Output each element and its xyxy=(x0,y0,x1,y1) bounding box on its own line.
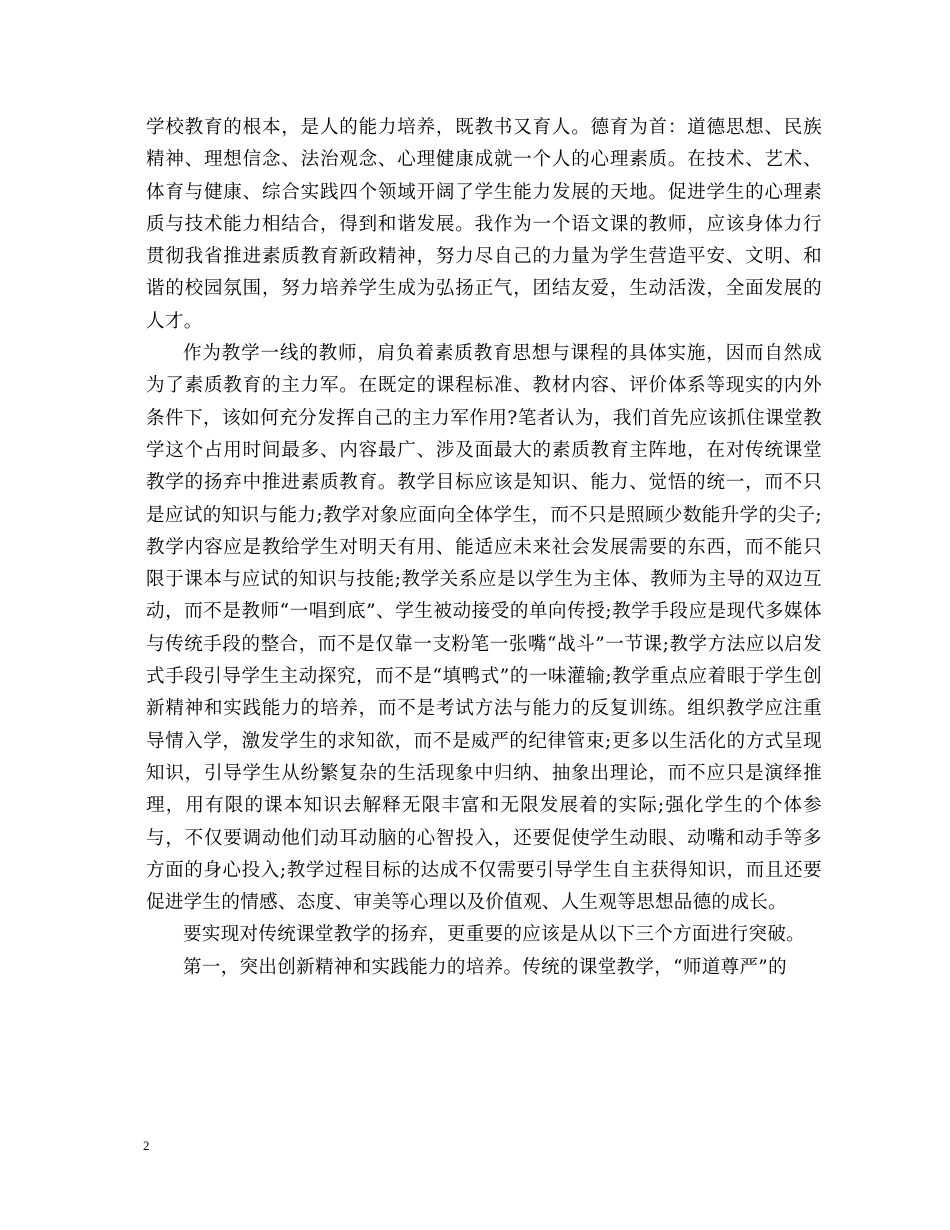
body-text xyxy=(146,112,822,984)
paragraph: 第一，突出创新精神和实践能力的培养。传统的课堂教学，“师道尊严”的 xyxy=(183,956,787,978)
paragraph: 学校教育的根本，是人的能力培养，既教书又育人。德育为首：道德思想、民族精神、理想信念、法治观念、心理健康成就一个人的心理素质。在技术、艺术、体育与健康、综合实践四个领域开阔了学生能力发展的天地。促进学生的心理素质与技术能力相结合，得到和谐发展。我作为一个语文课的教师，应该身体力行贯彻我省推进素质教育新政精神，努力尽自己的力量为学生营造平安、文明、和谐的校园氛围，努力培养学生成为弘扬正气，团结友爱，生动活泼，全面发展的人才。 xyxy=(146,117,822,332)
paragraph: 作为教学一线的教师，肩负着素质教育思想与课程的具体实施，因而自然成为了素质教育的主力军。在既定的课程标准、教材内容、评价体系等现实的内外条件下，该如何充分发挥自己的主力军作用?笔者认为，我们首先应该抓住课堂教学这个占用时间最多、内容最广、涉及面最大的素质教育主阵地，在对传统课堂教学的扬弃中推进素质教育。教学目标应该是知识、能力、觉悟的统一，而不只是应试的知识与能力;教学对象应面向全体学生，而不只是照顾少数能升学的尖子;教学内容应是教给学生对明天有用、能适应未来社会发展需要的东西，而不能只限于课本与应试的知识与技能;教学关系应是以学生为主体、教师为主导的双边互动，而不是教师“一唱到底”、学生被动接受的单向传授;教学手段应是现代多媒体与传统手段的整合，而不是仅靠一支粉笔一张嘴“战斗”一节课;教学方法应以启发式手段引导学生主动探究，而不是“填鸭式”的一味灌输;教学重点应着眼于学生创新精神和实践能力的培养，而不是考试方法与能力的反复训练。组织教学应注重导情入学，激发学生的求知欲，而不是威严的纪律管束;更多以生活化的方式呈现知识，引导学生从纷繁复杂的生活现象中归纳、抽象出理论，而不应只是演绎推理，用有限的课本知识去解释无限丰富和无限发展着的实际;强化学生的个体参与，不仅要调动他们动耳动脑的心智投入，还要促使学生动眼、动嘴和动手等多方面的身心投入;教学过程目标的达成不仅需要引导学生自主获得知识，而且还要促进学生的情感、态度、审美等心理以及价值观、人生观等思想品德的成长。 xyxy=(146,343,822,914)
page-number: 2 xyxy=(143,1138,150,1153)
paragraph: 要实现对传统课堂教学的扬弃，更重要的应该是从以下三个方面进行突破。 xyxy=(183,924,806,946)
